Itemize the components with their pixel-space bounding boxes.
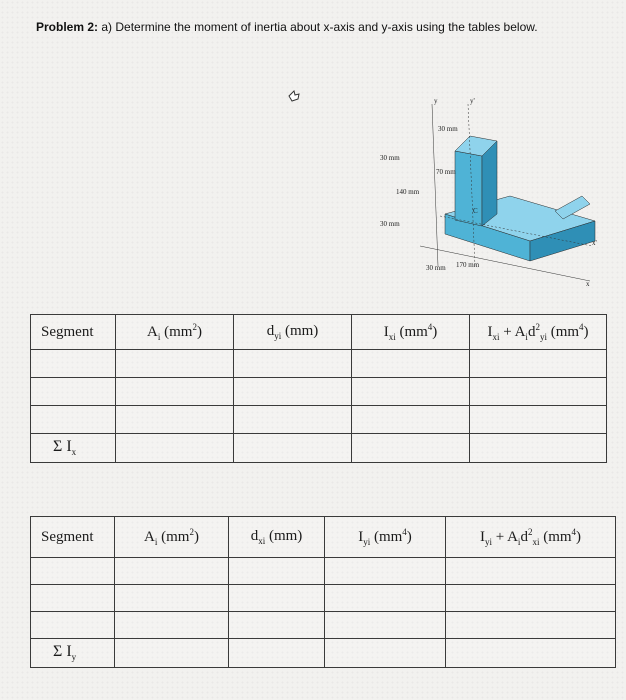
table-cell[interactable]: [352, 434, 470, 463]
table-row: [31, 350, 607, 378]
dim-label-7: 170 mm: [456, 261, 480, 269]
table-cell[interactable]: [470, 350, 607, 378]
table-cell[interactable]: [352, 406, 470, 434]
dim-label-4: 140 mm: [396, 188, 420, 196]
sum-label-iy: Σ $I_y$: [31, 639, 115, 668]
table-cell[interactable]: [116, 378, 234, 406]
table-cell[interactable]: [229, 639, 325, 668]
table-cell[interactable]: [325, 612, 446, 639]
dim-label-6: 30 mm: [426, 264, 446, 272]
table-cell[interactable]: [31, 585, 115, 612]
table-cell[interactable]: [234, 434, 352, 463]
table-cell[interactable]: [234, 406, 352, 434]
dim-label-2: 30 mm: [380, 154, 400, 162]
axis-label-x-prime: x': [592, 239, 597, 247]
table-cell[interactable]: [325, 558, 446, 585]
dim-label-3: 70 mm: [436, 168, 456, 176]
table-cell[interactable]: [446, 639, 616, 668]
table-cell[interactable]: [31, 558, 115, 585]
table-cell[interactable]: [446, 585, 616, 612]
table-cell[interactable]: [229, 558, 325, 585]
table-cell[interactable]: [115, 612, 229, 639]
axis-label-y-prime: y': [470, 97, 475, 105]
table-cell[interactable]: [31, 406, 116, 434]
table-moment-y: [30, 516, 616, 668]
table-cell[interactable]: [229, 585, 325, 612]
table-row: [31, 406, 607, 434]
web-front-face: [455, 151, 482, 226]
table-header-row: [31, 315, 607, 350]
table-cell[interactable]: [116, 434, 234, 463]
table-moment-x: [30, 314, 607, 463]
table-cell[interactable]: [470, 406, 607, 434]
table-cell[interactable]: [325, 639, 446, 668]
header-area: $A_i$ $(mm^2)$: [115, 517, 229, 558]
table-cell[interactable]: [234, 350, 352, 378]
table-cell[interactable]: [234, 378, 352, 406]
axis-label-y: y: [434, 97, 438, 105]
table-cell[interactable]: [115, 558, 229, 585]
cursor-icon: [286, 88, 302, 109]
axis-label-x: x: [586, 280, 590, 288]
problem-label: Problem 2:: [36, 20, 99, 34]
header-segment: Segment: [31, 517, 115, 558]
header-distance: $d_{yi}$ (mm): [234, 315, 352, 350]
centroid-label: C: [473, 207, 478, 215]
table-cell[interactable]: [352, 378, 470, 406]
sum-row: [31, 434, 607, 463]
table-header-row: [31, 517, 616, 558]
header-inertia: $I_{yi}$ $(mm^4)$: [325, 517, 446, 558]
table-cell[interactable]: [470, 378, 607, 406]
table-row: [31, 612, 616, 639]
header-distance: $d_{xi}$ (mm): [229, 517, 325, 558]
dim-label-1: 30 mm: [438, 125, 458, 133]
table-cell[interactable]: [446, 558, 616, 585]
header-inertia: $I_{xi}$ $(mm^4)$: [352, 315, 470, 350]
table-cell[interactable]: [116, 406, 234, 434]
problem-statement: [36, 20, 538, 34]
problem-text: a) Determine the moment of inertia about x-axis and y-axis using the tables below.: [101, 20, 538, 34]
web-side-face: [482, 141, 497, 226]
table-cell[interactable]: [446, 612, 616, 639]
header-parallel-axis: $I_{xi} + A_id^2_{yi}$ $(mm^4)$: [470, 315, 607, 350]
table-row: [31, 585, 616, 612]
table-row: [31, 558, 616, 585]
table-cell[interactable]: [116, 350, 234, 378]
cross-section-figure: [360, 96, 610, 296]
table-cell[interactable]: [31, 378, 116, 406]
sum-row: [31, 639, 616, 668]
table-cell[interactable]: [352, 350, 470, 378]
table-cell[interactable]: [470, 434, 607, 463]
table-cell[interactable]: [31, 612, 115, 639]
table-cell[interactable]: [115, 585, 229, 612]
header-area: $A_i$ $(mm^2)$: [116, 315, 234, 350]
table-cell[interactable]: [115, 639, 229, 668]
sum-label-ix: Σ $I_x$: [31, 434, 116, 463]
table-cell[interactable]: [229, 612, 325, 639]
table-row: [31, 378, 607, 406]
header-segment: Segment: [31, 315, 116, 350]
table-cell[interactable]: [31, 350, 116, 378]
dim-label-5: 30 mm: [380, 220, 400, 228]
header-parallel-axis: $I_{yi} + A_id^2_{xi}$ $(mm^4)$: [446, 517, 616, 558]
table-cell[interactable]: [325, 585, 446, 612]
